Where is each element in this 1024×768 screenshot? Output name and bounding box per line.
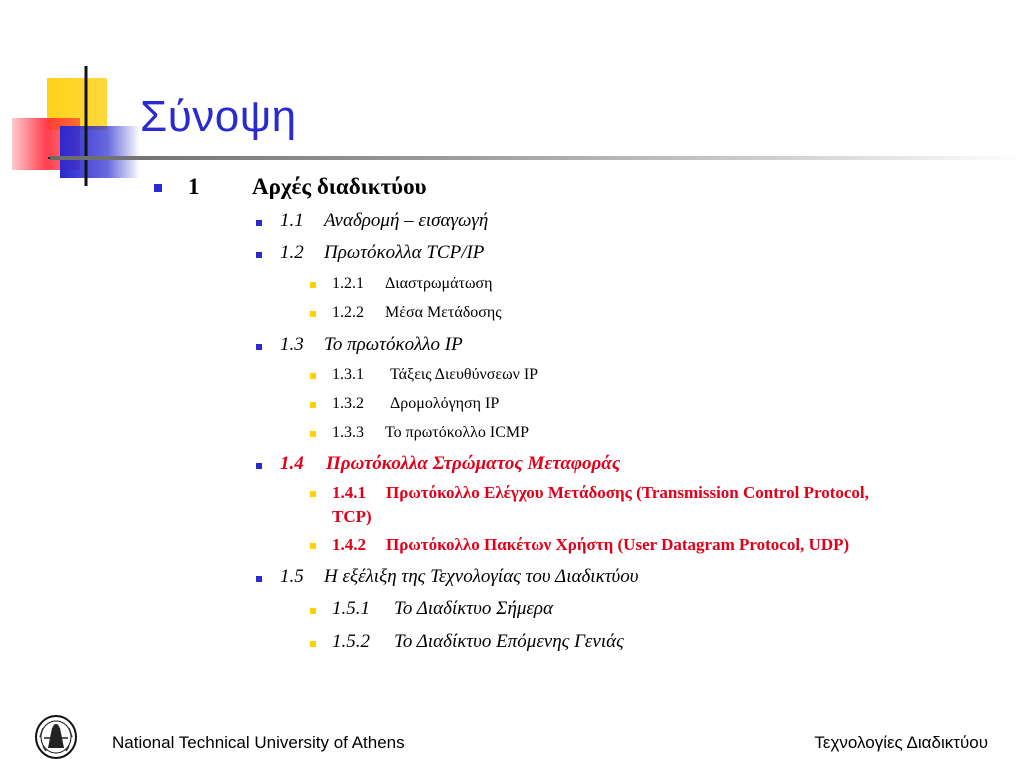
outline-item-1-4 (280, 453, 620, 475)
outline-item-1-5-1 (332, 598, 553, 620)
outline-number: 1.3 (280, 334, 304, 355)
outline-item-1-3-1 (332, 366, 538, 384)
bullet-square-icon (310, 282, 316, 288)
outline-number: 1.4.2 (332, 535, 366, 554)
slide-title: Σύνοψη (140, 92, 297, 141)
outline-text: Αρχές διαδικτύου (252, 174, 427, 199)
bullet-square-icon (310, 431, 316, 437)
outline-text: Δρομολόγηση IP (390, 395, 500, 412)
outline-text: Το Διαδίκτυο Επόμενης Γενιάς (394, 631, 624, 652)
outline-item-1-3-2 (332, 395, 499, 413)
outline-item-1-1 (280, 210, 488, 232)
outline-text: Το Διαδίκτυο Σήμερα (394, 598, 553, 619)
outline-item-1-4-2 (332, 535, 849, 555)
outline-item-1-5 (280, 566, 638, 588)
outline-number: 1.5.2 (332, 631, 370, 652)
outline-number: 1.3.2 (332, 395, 364, 412)
bullet-square-icon (310, 641, 316, 647)
title-divider (50, 156, 1024, 160)
outline-text: Πρωτόκολλο Ελέγχου Μετάδοσης (Transmission Control Protocol, (386, 483, 869, 502)
bullet-square-icon (310, 402, 316, 408)
outline-number: 1.3.3 (332, 424, 364, 441)
outline-text: Μέσα Μετάδοσης (385, 304, 502, 321)
outline-item-1-3 (280, 334, 463, 356)
outline-text: Πρωτόκολλα TCP/IP (324, 242, 485, 263)
bullet-square-icon (310, 543, 316, 549)
outline-item-1-5-2 (332, 631, 624, 653)
outline-text: Το πρωτόκολλο ICMP (385, 424, 530, 441)
footer-course-title: Τεχνολογίες Διαδικτύου (814, 733, 988, 752)
bullet-square-icon (256, 220, 262, 226)
outline-number: 1.4 (280, 453, 304, 474)
outline-text: Πρωτόκολλα Στρώματος Μεταφοράς (326, 453, 621, 474)
outline-number: 1.3.1 (332, 366, 364, 383)
corner-decoration (0, 60, 140, 190)
bullet-square-icon (310, 608, 316, 614)
outline-level1 (188, 174, 427, 200)
bullet-square-icon (256, 252, 262, 258)
outline-item-1-2 (280, 242, 484, 264)
outline-item-1-4-1 (332, 483, 869, 503)
bullet-square-icon (256, 344, 262, 350)
outline-text: Τάξεις Διευθύνσεων IP (390, 366, 539, 383)
outline-text: Πρωτόκολλο Πακέτων Χρήστη (User Datagram Protocol, UDP) (386, 535, 850, 554)
outline-number: 1.2.2 (332, 304, 364, 321)
outline-item-1-2-2 (332, 304, 502, 322)
outline-number: 1.5.1 (332, 598, 370, 619)
outline-item-1-2-1 (332, 275, 492, 293)
bullet-square-icon (310, 311, 316, 317)
bullet-square-icon (154, 184, 162, 192)
outline-item-1-3-3 (332, 424, 529, 442)
outline-number: 1.2.1 (332, 275, 364, 292)
footer-institution: National Technical University of Athens (112, 733, 405, 752)
outline-item-1-4-1-continued: TCP) (332, 507, 372, 526)
outline-text: Η εξέλιξη της Τεχνολογίας του Διαδικτύου (324, 566, 639, 587)
outline-text: Το πρωτόκολλο IP (324, 334, 463, 355)
outline-number: 1.2 (280, 242, 304, 263)
bullet-square-icon (256, 576, 262, 582)
outline-text: Διαστρωμάτωση (385, 275, 493, 292)
outline-text: Αναδρομή – εισαγωγή (324, 210, 489, 231)
outline-number: 1.5 (280, 566, 304, 587)
bullet-square-icon (256, 463, 262, 469)
bullet-square-icon (310, 373, 316, 379)
bullet-square-icon (310, 491, 316, 497)
outline-number: 1.1 (280, 210, 304, 231)
outline-number: 1.4.1 (332, 483, 366, 502)
university-seal-logo (34, 714, 78, 760)
outline-number: 1 (188, 174, 200, 199)
